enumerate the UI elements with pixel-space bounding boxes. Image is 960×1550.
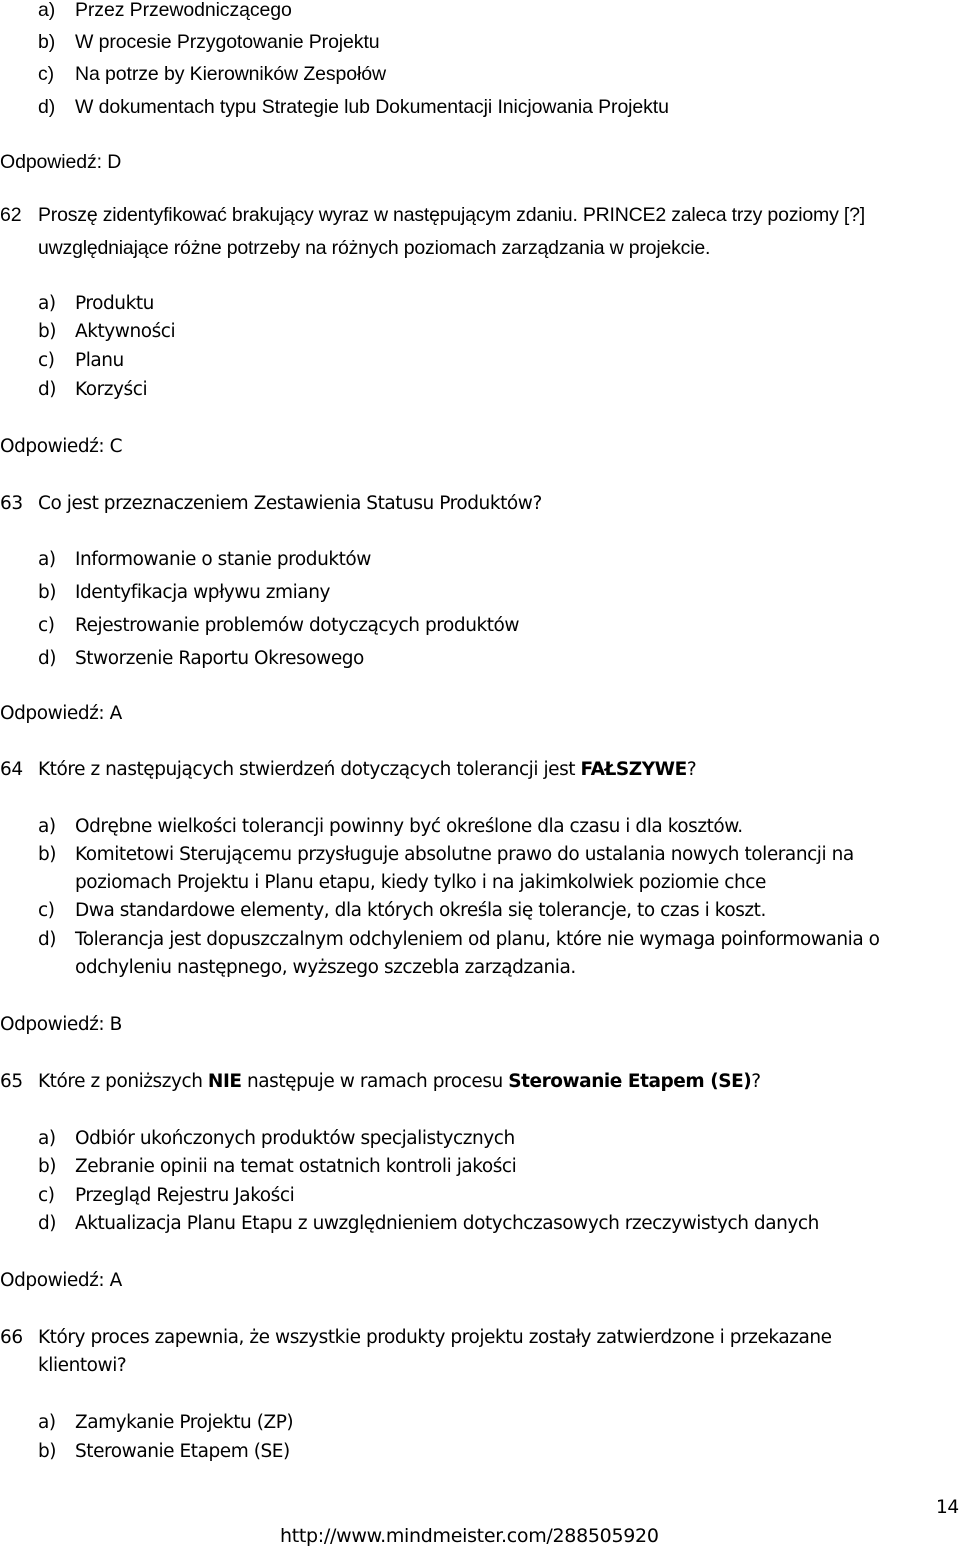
option-d: d) bbox=[38, 1213, 57, 1234]
option-a-text: Przez Przewodniczącego bbox=[75, 0, 292, 21]
option-b-text: Zebranie opinii na temat ostatnich kontroli jakości bbox=[75, 1156, 517, 1177]
question-text-line1: Który proces zapewnia, że wszystkie produkty projektu zostały zatwierdzone i przekazane bbox=[38, 1327, 832, 1348]
option-d-text-line1: Tolerancja jest dopuszczalnym odchyleniem od planu, które nie wymaga poinformowania o bbox=[75, 929, 880, 950]
question-text: Co jest przeznaczeniem Zestawienia Statusu Produktów? bbox=[38, 493, 542, 514]
answer-label: Odpowiedź: B bbox=[0, 1014, 122, 1035]
option-b-text-line1: Komitetowi Sterującemu przysługuje absolutne prawo do ustalania nowych tolerancji na bbox=[75, 844, 854, 865]
option-d-text: W dokumentach typu Strategie lub Dokumentacji Inicjowania Projektu bbox=[75, 96, 669, 118]
option-b-text: Aktywności bbox=[75, 321, 176, 342]
option-c: c) bbox=[38, 63, 55, 85]
question-text-line1: Proszę zidentyfikować brakujący wyraz w następującym zdaniu. PRINCE2 zaleca trzy poziomy [?] bbox=[38, 204, 865, 226]
option-a: a) bbox=[38, 816, 56, 837]
option-b: b) bbox=[38, 321, 57, 342]
option-d-text: Aktualizacja Planu Etapu z uwzględnieniem dotychczasowych rzeczywistych danych bbox=[75, 1213, 819, 1234]
option-b: b) bbox=[38, 31, 56, 53]
option-c-text: Planu bbox=[75, 350, 124, 371]
option-d: d) bbox=[38, 96, 56, 118]
option-c: c) bbox=[38, 615, 55, 636]
question-text-line2: klientowi? bbox=[38, 1355, 127, 1376]
option-d-text: Stworzenie Raportu Okresowego bbox=[75, 648, 364, 669]
option-d-text-line2: odchyleniu następnego, wyższego szczebla zarządzania. bbox=[75, 957, 576, 978]
option-a-text: Produktu bbox=[75, 293, 154, 314]
option-b-text: W procesie Przygotowanie Projektu bbox=[75, 31, 380, 53]
option-b: b) bbox=[38, 1441, 57, 1462]
option-b: b) bbox=[38, 1156, 57, 1177]
option-b-text-line2: poziomach Projektu i Planu etapu, kiedy tylko i na jakimkolwiek poziomie chce bbox=[75, 872, 766, 893]
question-text-part2: następuje w ramach procesu bbox=[241, 1071, 509, 1092]
option-a-text: Odbiór ukończonych produktów specjalistycznych bbox=[75, 1128, 515, 1149]
answer-label: Odpowiedź: D bbox=[0, 151, 122, 173]
option-d: d) bbox=[38, 929, 57, 950]
option-c: c) bbox=[38, 1185, 55, 1206]
question-number: 62 bbox=[0, 204, 22, 226]
option-c-text: Dwa standardowe elementy, dla których określa się tolerancje, to czas i koszt. bbox=[75, 900, 766, 921]
answer-label: Odpowiedź: A bbox=[0, 1270, 122, 1291]
question-text-line2: uwzględniające różne potrzeby na różnych poziomach zarządzania w projekcie. bbox=[38, 237, 711, 259]
question-text-end: ? bbox=[751, 1071, 761, 1092]
question-text bbox=[38, 1070, 761, 1094]
question-text-end: ? bbox=[686, 759, 697, 780]
option-d: d) bbox=[38, 648, 57, 669]
option-b: b) bbox=[38, 582, 57, 603]
option-a: a) bbox=[38, 1128, 56, 1149]
option-c-text: Rejestrowanie problemów dotyczących produktów bbox=[75, 615, 520, 636]
option-a-text: Zamykanie Projektu (ZP) bbox=[75, 1412, 294, 1433]
option-a: a) bbox=[38, 1412, 56, 1433]
question-text-part1: Które z poniższych bbox=[38, 1071, 208, 1092]
page-number: 14 bbox=[936, 1497, 959, 1518]
answer-label: Odpowiedź: C bbox=[0, 436, 123, 457]
option-a-text: Informowanie o stanie produktów bbox=[75, 549, 371, 570]
question-text-emphasis-process: Sterowanie Etapem (SE) bbox=[508, 1071, 752, 1092]
option-d: d) bbox=[38, 379, 57, 400]
answer-label: Odpowiedź: A bbox=[0, 703, 122, 724]
option-a: a) bbox=[38, 293, 56, 314]
option-d-text: Korzyści bbox=[75, 379, 148, 400]
question-number: 63 bbox=[0, 493, 23, 514]
option-c: c) bbox=[38, 350, 55, 371]
question-number: 65 bbox=[0, 1071, 23, 1092]
option-a-text: Odrębne wielkości tolerancji powinny być określone dla czasu i dla kosztów. bbox=[75, 816, 743, 837]
option-b: b) bbox=[38, 844, 57, 865]
question-text-emphasis-not: NIE bbox=[207, 1071, 242, 1092]
question-number: 64 bbox=[0, 759, 23, 780]
option-a: a) bbox=[38, 0, 56, 21]
option-c: c) bbox=[38, 900, 55, 921]
option-a: a) bbox=[38, 549, 56, 570]
option-c-text: Przegląd Rejestru Jakości bbox=[75, 1185, 295, 1206]
question-text bbox=[38, 758, 696, 782]
question-number: 66 bbox=[0, 1327, 23, 1348]
footer-url-link[interactable]: http://www.mindmeister.com/288505920 bbox=[280, 1525, 659, 1547]
option-c-text: Na potrze by Kierowników Zespołów bbox=[75, 63, 387, 85]
option-b-text: Identyfikacja wpływu zmiany bbox=[75, 582, 330, 603]
option-b-text: Sterowanie Etapem (SE) bbox=[75, 1441, 290, 1462]
question-text-part: Które z następujących stwierdzeń dotyczących tolerancji jest bbox=[38, 759, 581, 780]
question-text-emphasis: FAŁSZYWE bbox=[580, 759, 687, 780]
